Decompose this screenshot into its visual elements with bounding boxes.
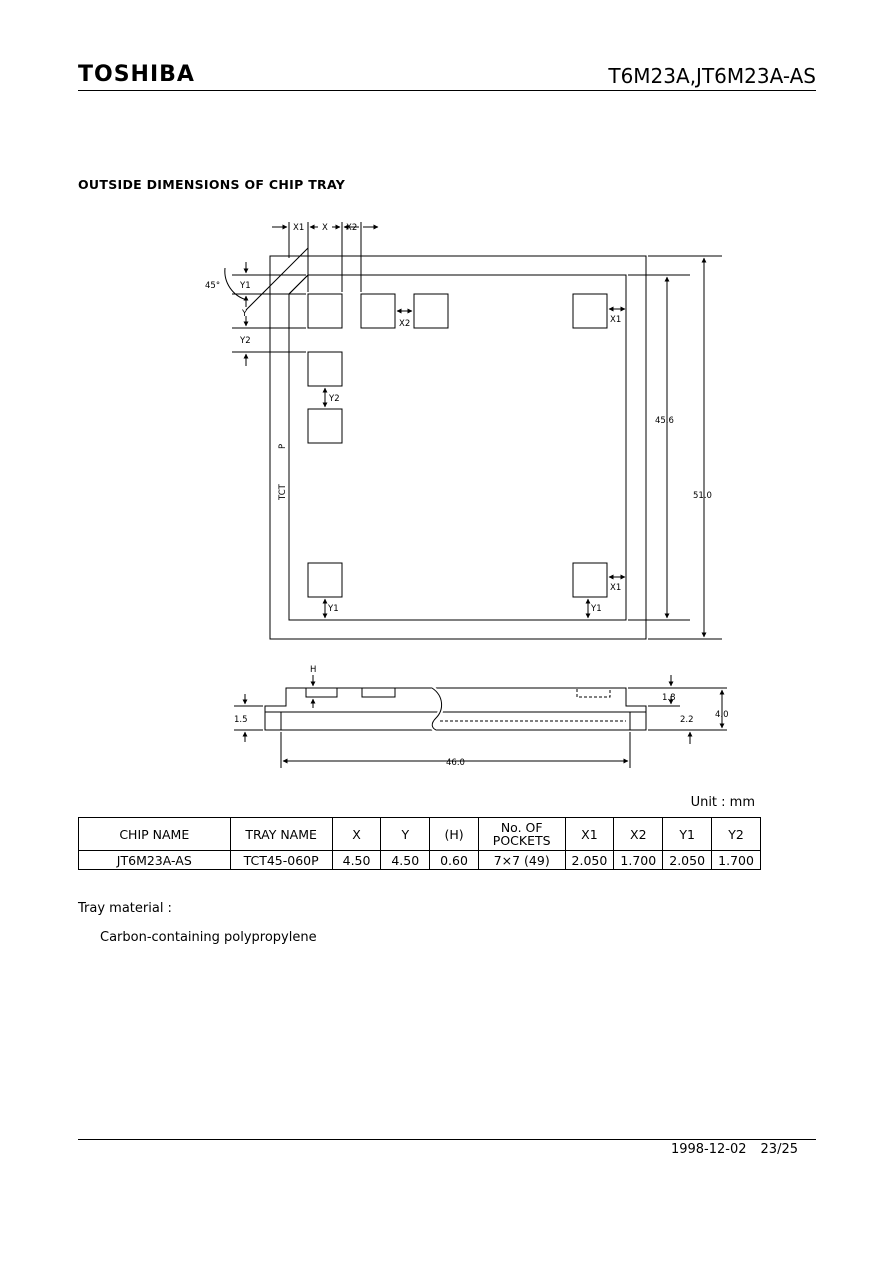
header-y: Y <box>381 818 430 851</box>
header-pockets-line1: No. OF <box>500 820 543 835</box>
cell-chip-name: JT6M23A-AS <box>79 851 231 870</box>
tray-side-view <box>265 688 646 730</box>
label-x1-bottom-right: X1 <box>610 583 622 593</box>
label-side-left: 1.5 <box>234 715 248 725</box>
table-header-row <box>79 818 761 851</box>
pocket <box>414 294 448 328</box>
label-side-total: 4.0 <box>715 710 729 720</box>
pocket <box>573 563 607 597</box>
cell-y2: 1.700 <box>712 851 761 870</box>
label-side-top: 1.8 <box>662 693 676 703</box>
pocket <box>308 294 342 328</box>
table-row <box>79 851 761 870</box>
cell-y1: 2.050 <box>663 851 712 870</box>
tray-marking: TCT P <box>278 443 288 500</box>
cell-tray-name: TCT45-060P <box>230 851 332 870</box>
label-x2-top: X2 <box>346 223 358 233</box>
label-side-length: 46.0 <box>446 758 465 768</box>
cell-y: 4.50 <box>381 851 430 870</box>
header-h: (H) <box>430 818 479 851</box>
pocket <box>361 294 395 328</box>
label-x1-top-right: X1 <box>610 315 622 325</box>
toshiba-logo: TOSHIBA <box>78 62 195 87</box>
header-x2: X2 <box>614 818 663 851</box>
cell-x: 4.50 <box>332 851 381 870</box>
pocket <box>308 409 342 443</box>
footer <box>671 1142 798 1157</box>
label-x1-top: X1 <box>293 223 305 233</box>
label-y-left: Y <box>242 309 248 319</box>
label-h: H <box>310 665 317 675</box>
label-y1-left: Y1 <box>240 281 251 291</box>
cell-x2: 1.700 <box>614 851 663 870</box>
footer-page: 23/25 <box>760 1142 798 1157</box>
label-side-mid: 2.2 <box>680 715 694 725</box>
header-x: X <box>332 818 381 851</box>
cell-pockets: 7×7 (49) <box>478 851 565 870</box>
label-y1-bottom-left: Y1 <box>328 604 339 614</box>
cell-h: 0.60 <box>430 851 479 870</box>
header-chip-name: CHIP NAME <box>79 818 231 851</box>
cell-x1: 2.050 <box>565 851 614 870</box>
footer-date: 1998-12-02 <box>670 1142 747 1157</box>
unit-label: Unit : mm <box>690 795 755 810</box>
label-x-top: X <box>322 223 328 233</box>
pocket <box>308 352 342 386</box>
pocket <box>308 563 342 597</box>
document-title: T6M23A,JT6M23A-AS <box>608 64 816 88</box>
header-tray-name: TRAY NAME <box>230 818 332 851</box>
chamfer-line <box>246 248 308 310</box>
spec-table <box>78 817 761 870</box>
tray-inner-outline <box>289 275 626 620</box>
label-y2-left: Y2 <box>240 336 251 346</box>
material-label: Tray material : <box>78 901 172 916</box>
header-y1: Y1 <box>663 818 712 851</box>
header-pockets <box>478 818 565 851</box>
header-pockets-line2: POCKETS <box>492 833 551 848</box>
material-value: Carbon-containing polypropylene <box>100 930 317 945</box>
pocket <box>573 294 607 328</box>
section-title: OUTSIDE DIMENSIONS OF CHIP TRAY <box>78 177 346 192</box>
label-y2-inner: Y2 <box>329 394 340 404</box>
label-x2-inner: X2 <box>399 319 411 329</box>
label-dim-inner: 45.6 <box>655 416 674 426</box>
header-x1: X1 <box>565 818 614 851</box>
label-angle: 45° <box>205 281 221 291</box>
tray-outer-outline <box>270 256 646 639</box>
footer-rule <box>78 1139 816 1140</box>
label-y1-bottom-right: Y1 <box>591 604 602 614</box>
label-dim-outer: 51.0 <box>693 491 712 501</box>
header-y2: Y2 <box>712 818 761 851</box>
